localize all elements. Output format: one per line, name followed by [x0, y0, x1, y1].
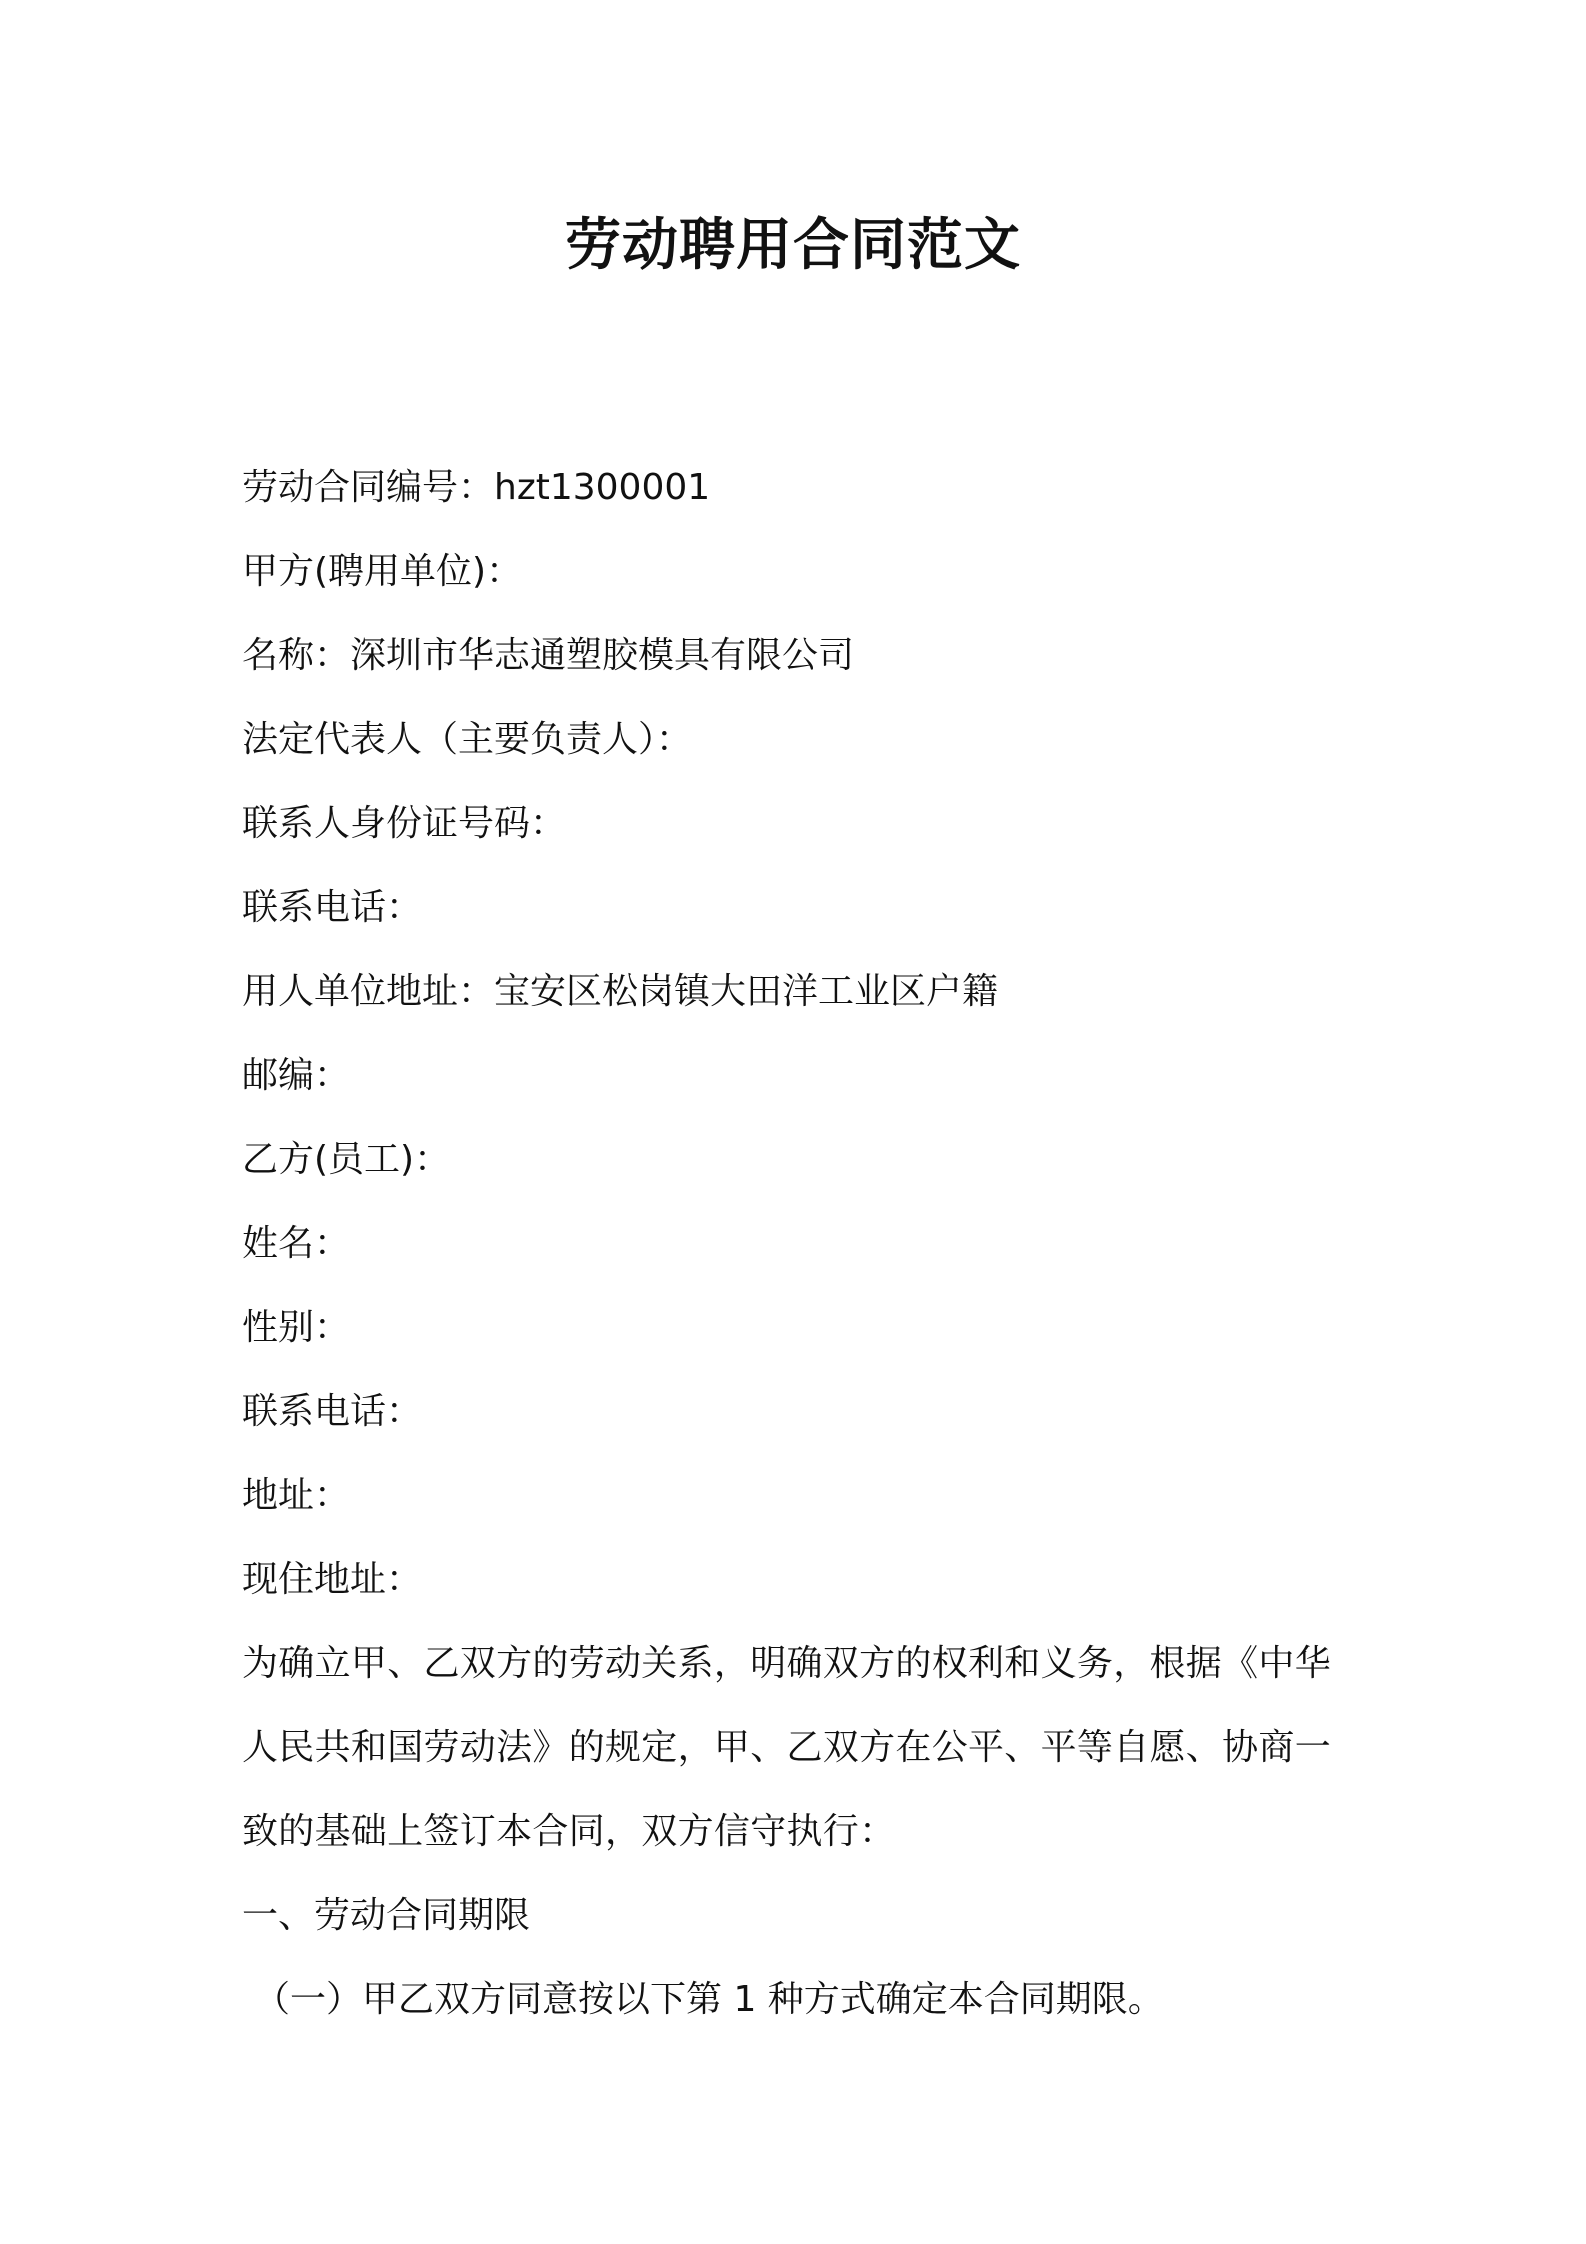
party-a-address: 用人单位地址：宝安区松岗镇大田洋工业区户籍 — [242, 971, 999, 1012]
section-1-heading: 一、劳动合同期限 — [242, 1895, 531, 1936]
party-b-phone: 联系电话： — [242, 1391, 423, 1432]
party-a-name: 名称：深圳市华志通塑胶模具有限公司 — [242, 635, 855, 676]
party-a-legal-rep: 法定代表人（主要负责人）： — [242, 719, 693, 760]
party-a-contact-id: 联系人身份证号码： — [242, 803, 567, 844]
party-b-address: 地址： — [242, 1475, 351, 1516]
preamble-paragraph: 为确立甲、乙双方的劳动关系，明确双方的权利和义务，根据《中华人民共和国劳动法》的规定，甲、乙双方在公平、平等自愿、协商一致的基础上签订本合同，双方信守执行： — [242, 1643, 1332, 1852]
party-b-name: 姓名： — [242, 1223, 351, 1264]
party-a-phone: 联系电话： — [242, 887, 423, 928]
party-b-current-address: 现住地址： — [242, 1559, 423, 1600]
document-title: 劳动聘用合同范文 — [565, 213, 1021, 278]
party-a-heading: 甲方(聘用单位)： — [242, 551, 523, 592]
party-b-heading: 乙方(员工)： — [242, 1139, 451, 1180]
party-a-postcode: 邮编： — [242, 1055, 351, 1096]
party-b-gender: 性别： — [242, 1307, 351, 1348]
contract-number-line: 劳动合同编号：hzt1300001 — [242, 467, 711, 508]
section-1-item-1: （一）甲乙双方同意按以下第 1 种方式确定本合同期限。 — [254, 1979, 1164, 2020]
document-body — [242, 446, 1362, 2042]
